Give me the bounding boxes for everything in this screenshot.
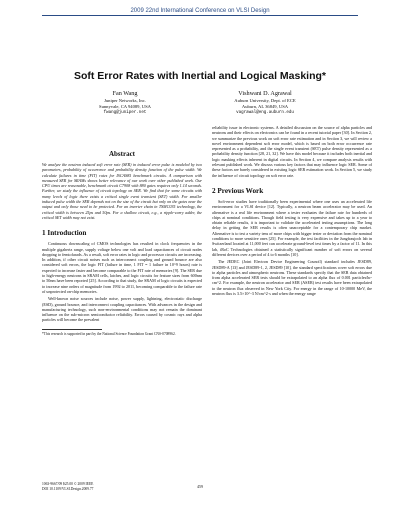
conference-header: 2009 22nd International Conference on VLSI Design <box>130 8 270 14</box>
footnote: *This research is supported in part by the National Science Foundation Grant CNS-0708962. <box>42 331 176 336</box>
header-rule <box>42 15 358 16</box>
footer-doi: DOI 10.1109/VLSI.Design.2009.77 <box>42 486 94 491</box>
author-email: vagrawal@eng.auburn.edu <box>236 111 294 115</box>
abstract-heading: Abstract <box>108 150 136 158</box>
author-name: Vishwani D. Agrawal <box>238 90 292 97</box>
section-2-paragraph: Soft-error studies have traditionally been experimental where one uses an accelerated life environment for a VLSI device [12]. Typically, a neutron beam accelerator may be used. An alternative is a real life environment where a tester evaluates the failure rate for hundreds of chips at nominal conditions. Though field testing is very expensive and takes up to a year to obtain reliable results, it is important to validate the accelerated testing assumptions. The long delay in getting the SER results is often unacceptable for a contemporary chip market. Alternative is to test a variety tens of more chips with bigger tester or deviation from the nominal conditions to more sensitive ones [25]. For example, the test facilities in the Jungfraujoch lab in Switzerland located at 11,000 feet can accelerate ground-level test times by a factor of 11. In this lab, iRoC Technologies obtained a statistically significant number of soft errors on several different devices over a period of 4 to 6 months [10]. <box>212 198 372 257</box>
section-1-paragraph: Continuous downscaling of CMOS technologies has resulted in clock frequencies in the multiple gigahertz range, supply voltage below one volt and load capacitances of circuit nodes dropping to femtofarads. As a result, soft error rates in logic and processor circuits are increasing. In addition, if other circuit noises such as interconnect coupling and ground bounce are also considered soft errors, the logic FIT (failure in time, 1 FIT = 1 failure in 10^9 hours) rate is expected to increase faster and become comparable to the FIT rate of memories [9]. The SER due to high-energy neutrons in SRAM cells, latches, and logic circuits for feature sizes from 600nm to 50nm have been reported [25]. According to that study, the SRAM of logic circuits is expected to increase nine orders of magnitude from 1992 to 2011, becoming comparable to the failure rate of unprotected on-chip memories. <box>42 241 202 294</box>
author-location: Sunnyvale, CA 94089, USA <box>99 104 151 109</box>
paper-title: Soft Error Rates with Inertial and Logical Masking* <box>73 70 327 82</box>
left-column <box>42 150 202 336</box>
author-name: Fan Wang <box>112 90 138 97</box>
author-affiliation: Auburn University, Dept. of ECE <box>234 98 296 103</box>
section-2-paragraph: The JEDEC (Joint Electron Device Engineering Council) standard includes JESD89, JESD89-A [13] and JESD89-1, 2, JESD89 [10], the standard specifications cover soft errors due to alpha particles and atmospheric neutrons. These standards specify that the SER data obtained from alpha accelerated SER tests should be extrapolated to an alpha flux of 0.001 particles/hr-cm^2. For example, the neutron accelerator and SER (ASER) test results have been extrapolated to the neutron flux observed in New York City. For energy in the range of 10-10000 MeV, the neutron flux is 3.5×10^-3 N/cm^2·s and when the energy range <box>212 259 372 297</box>
abstract-text: We analyze the neutron induced soft error rate (SER) in induced error pulse is modeled by two parameters, probability of occurrence and probability density function of the pulse width. We calculate failures in time (FIT) rates for ISCAS85 benchmark circuits. A comparison with measured SER for SRAMs shows better relevance of our work over other published work. Our CPU times are reasonable, benchmark circuit C7908 with 880 gates requires only 1.14 seconds. Further, we study the influence of circuit topology on SER. We find that for some circuits with many levels of logic there exists a critical single event transient (SET) width. For smaller induced pulse width the SER depends not on the size of the circuit but only on the gates near the output and only those need to be protected. For an inverter chain in TSMC035 technology, the critical width is between 25ps and 50ps. For a shallow circuit, e.g., a ripple-carry adder, the critical SET width may not exist. <box>42 162 202 220</box>
section-1-paragraph: Well-known noise sources include noise, power supply, lightning, electrostatic discharge (ESD), ground bounce, and interconnect coupling capacitances. With advances in the design and manufacturing technology, such non-environmental conditions may not remain the dominant influence on the sub-micron semiconductor reliability. Errors caused by cosmic rays and alpha particles will become the prevalent <box>42 296 202 323</box>
author-affiliation: Juniper Networks, Inc. <box>104 98 146 103</box>
authors-block <box>0 90 400 130</box>
author-1 <box>70 90 180 116</box>
footer-issn: 1063-9667/09 $25.00 © 2009 IEEE <box>42 482 94 486</box>
section-1-heading: 1 Introduction <box>42 229 87 238</box>
right-column <box>212 125 372 298</box>
intro-continuation: reliability issue in electronic systems. A detailed discussion on the source of alpha particles and neutrons and their effects on electronics can be found in a recent tutorial paper [30]. In Section 2, we summarize the previous work on soft error rate estimation and in Section 3, we will review a novel environment dependent soft error model, which is based on both error occurrence rate represented as a probability, and the single event transient (SET) pulse density represented as a probability density function [28, 21, 32]. We have this model because it includes both inertial and logic masking effects inherent in digital circuits. In Section 4, we compare analysis results with relevant published work. We discuss various key factors that may influence logic SER. Some of these factors are barely considered in existing logic SER estimation work. In Section 5, we study the influence of circuit topology on soft error rate. <box>212 125 372 178</box>
footnote-rule <box>42 329 102 330</box>
page-number: 459 <box>197 484 203 489</box>
author-location: Auburn, AL 36849, USA <box>241 104 289 109</box>
author-2 <box>200 90 330 116</box>
author-email: fwang@juniper.net <box>103 111 147 115</box>
section-2-heading: 2 Previous Work <box>212 186 264 195</box>
